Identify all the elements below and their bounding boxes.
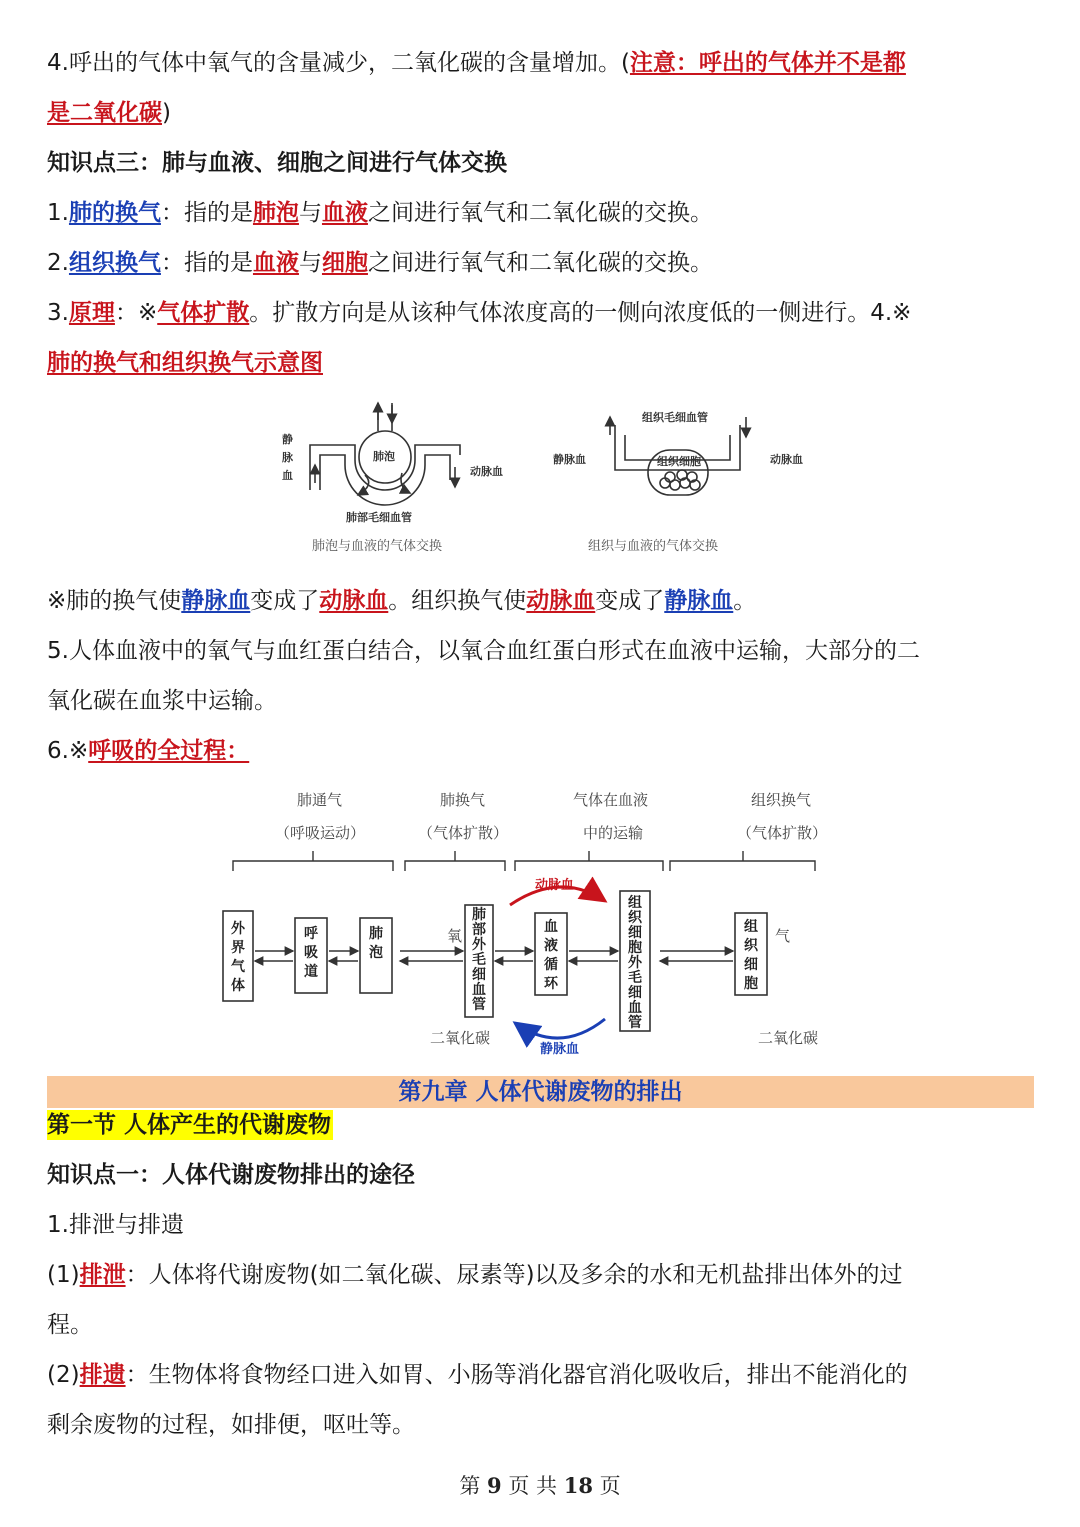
- keyword: 肺泡: [252, 200, 299, 226]
- process-box-label: 外界气体: [231, 921, 245, 994]
- paragraph-6: [47, 736, 1040, 766]
- term: 排泄: [79, 1262, 126, 1288]
- excretion-definition: [47, 1260, 1040, 1290]
- item-diagram-title: [47, 348, 1040, 378]
- label: 动脉血: [470, 465, 503, 478]
- keyword: 血液: [252, 250, 299, 276]
- process-box-label: 肺部外毛细血管: [472, 907, 486, 1013]
- gas-exchange-figure: [270, 395, 830, 565]
- process-box-label: 血液循环: [544, 919, 558, 992]
- caption: 肺泡与血液的气体交换: [312, 539, 443, 554]
- label: 脉: [282, 451, 293, 464]
- oxygen-label: 氧: [447, 927, 463, 945]
- paragraph-5: 5.人体血液中的氧气与血红蛋白结合，以氧合血红蛋白形式在血液中运输，大部分的二: [47, 638, 920, 664]
- text: ：指的是: [160, 250, 253, 276]
- venous-arrow: [515, 1019, 605, 1038]
- text: ※肺的换气使: [47, 588, 182, 614]
- co2-label: 二氧化碳: [430, 1029, 491, 1047]
- stage-brackets: [233, 851, 815, 871]
- text: 与: [298, 200, 322, 226]
- term: 原理: [68, 300, 115, 326]
- text: 。扩散方向是从该种气体浓度高的一侧向浓度低的一侧进行。4.※: [249, 300, 912, 326]
- page-total: 18: [563, 1473, 593, 1498]
- text: 变成了: [595, 588, 665, 614]
- stage-name: 肺通气: [297, 791, 343, 809]
- text: ：※: [114, 300, 158, 326]
- excretion-definition-cont: 程。: [47, 1312, 93, 1338]
- stage-name: 肺换气: [440, 791, 486, 809]
- label: 肺部毛细血管: [346, 511, 412, 524]
- process-box-label: 组织细胞: [744, 919, 758, 992]
- label: 静: [282, 433, 293, 446]
- num: 1.: [47, 200, 69, 226]
- arterial-label: 动脉血: [535, 878, 575, 893]
- num: 2.: [47, 250, 69, 276]
- keyword: 静脉血: [181, 588, 251, 614]
- process-box-label: 呼吸道: [304, 926, 318, 980]
- stage-sub: （气体扩散）: [418, 824, 509, 842]
- keyword: 血液: [321, 200, 368, 226]
- text: ：生物体将食物经口进入如胃、小肠等消化器官消化吸收后，排出不能消化的: [125, 1362, 908, 1388]
- term: 排遗: [79, 1362, 126, 1388]
- paragraph-exhaled-gas-cont: [47, 98, 1040, 128]
- venous-label: 静脉血: [540, 1042, 580, 1057]
- label: 肺泡: [373, 450, 395, 463]
- title: 呼吸的全过程：: [88, 738, 250, 764]
- heading-knowledge-point-3: 知识点三：肺与血液、细胞之间进行气体交换: [47, 150, 507, 176]
- label: 组织细胞: [657, 455, 701, 468]
- keyword: 静脉血: [664, 588, 734, 614]
- keyword: 动脉血: [319, 588, 389, 614]
- keyword: 细胞: [321, 250, 368, 276]
- oxygen-label-right: 气: [775, 927, 791, 945]
- item-principle: [47, 298, 1040, 328]
- term: 组织换气: [68, 250, 161, 276]
- label: 静脉血: [553, 453, 586, 466]
- text: 第: [459, 1474, 488, 1498]
- text: 之间进行氧气和二氧化碳的交换。: [367, 200, 713, 226]
- text: 。: [733, 588, 757, 614]
- text: 与: [298, 250, 322, 276]
- stage-name: 气体在血液: [573, 791, 649, 809]
- num: (1): [47, 1262, 80, 1288]
- text: ): [162, 100, 171, 126]
- text: 变成了: [250, 588, 320, 614]
- egestion-definition: [47, 1360, 1040, 1390]
- diagram-title: 肺的换气和组织换气示意图: [47, 350, 323, 376]
- chapter-title: 第九章 人体代谢废物的排出: [47, 1076, 1034, 1108]
- note-text: 注意：呼出的气体并不是都: [629, 50, 906, 76]
- summary-line: [47, 586, 1040, 616]
- stage-name: 组织换气: [751, 791, 812, 809]
- co2-label-right: 二氧化碳: [758, 1029, 819, 1047]
- label: 血: [282, 469, 293, 482]
- page-number: 9: [487, 1473, 502, 1498]
- text: 页 共: [501, 1474, 564, 1498]
- egestion-definition-cont: 剩余废物的过程，如排便，呕吐等。: [47, 1412, 415, 1438]
- text: ：人体将代谢废物(如二氧化碳、尿素等)以及多余的水和无机盐排出体外的过: [125, 1262, 903, 1288]
- text: 4.呼出的气体中氧气的含量减少，二氧化碳的含量增加。(: [47, 50, 630, 76]
- term: 肺的换气: [68, 200, 161, 226]
- num: 3.: [47, 300, 69, 326]
- text: 页: [592, 1474, 621, 1498]
- process-box-label: 肺泡: [369, 926, 383, 961]
- item-tissue-exchange: [47, 248, 1040, 278]
- note-text-cont: 是二氧化碳: [47, 100, 162, 126]
- paragraph-exhaled-gas: [47, 48, 1040, 78]
- item-lung-exchange: [47, 198, 1040, 228]
- caption: 组织与血液的气体交换: [588, 539, 719, 554]
- respiration-process-figure: [215, 783, 855, 1065]
- section-title: 第一节 人体产生的代谢废物: [47, 1112, 332, 1138]
- heading-knowledge-point-1: 知识点一：人体代谢废物排出的途径: [47, 1162, 415, 1188]
- page-footer: [0, 1470, 1080, 1500]
- paragraph-5-cont: 氧化碳在血浆中运输。: [47, 688, 277, 714]
- keyword: 气体扩散: [157, 300, 250, 326]
- text: ：指的是: [160, 200, 253, 226]
- stage-sub: （气体扩散）: [737, 824, 828, 842]
- process-box-label: 组织细胞外毛细血管: [628, 895, 642, 1031]
- label: 动脉血: [770, 453, 803, 466]
- subheading: 1.排泄与排遗: [47, 1212, 184, 1238]
- stage-sub: 中的运输: [583, 824, 644, 842]
- stage-sub: （呼吸运动）: [275, 824, 366, 842]
- label: 组织毛细血管: [642, 411, 708, 424]
- num: (2): [47, 1362, 80, 1388]
- keyword: 动脉血: [526, 588, 596, 614]
- text: 。组织换气使: [388, 588, 527, 614]
- text: 之间进行氧气和二氧化碳的交换。: [367, 250, 713, 276]
- num: 6.※: [47, 738, 89, 764]
